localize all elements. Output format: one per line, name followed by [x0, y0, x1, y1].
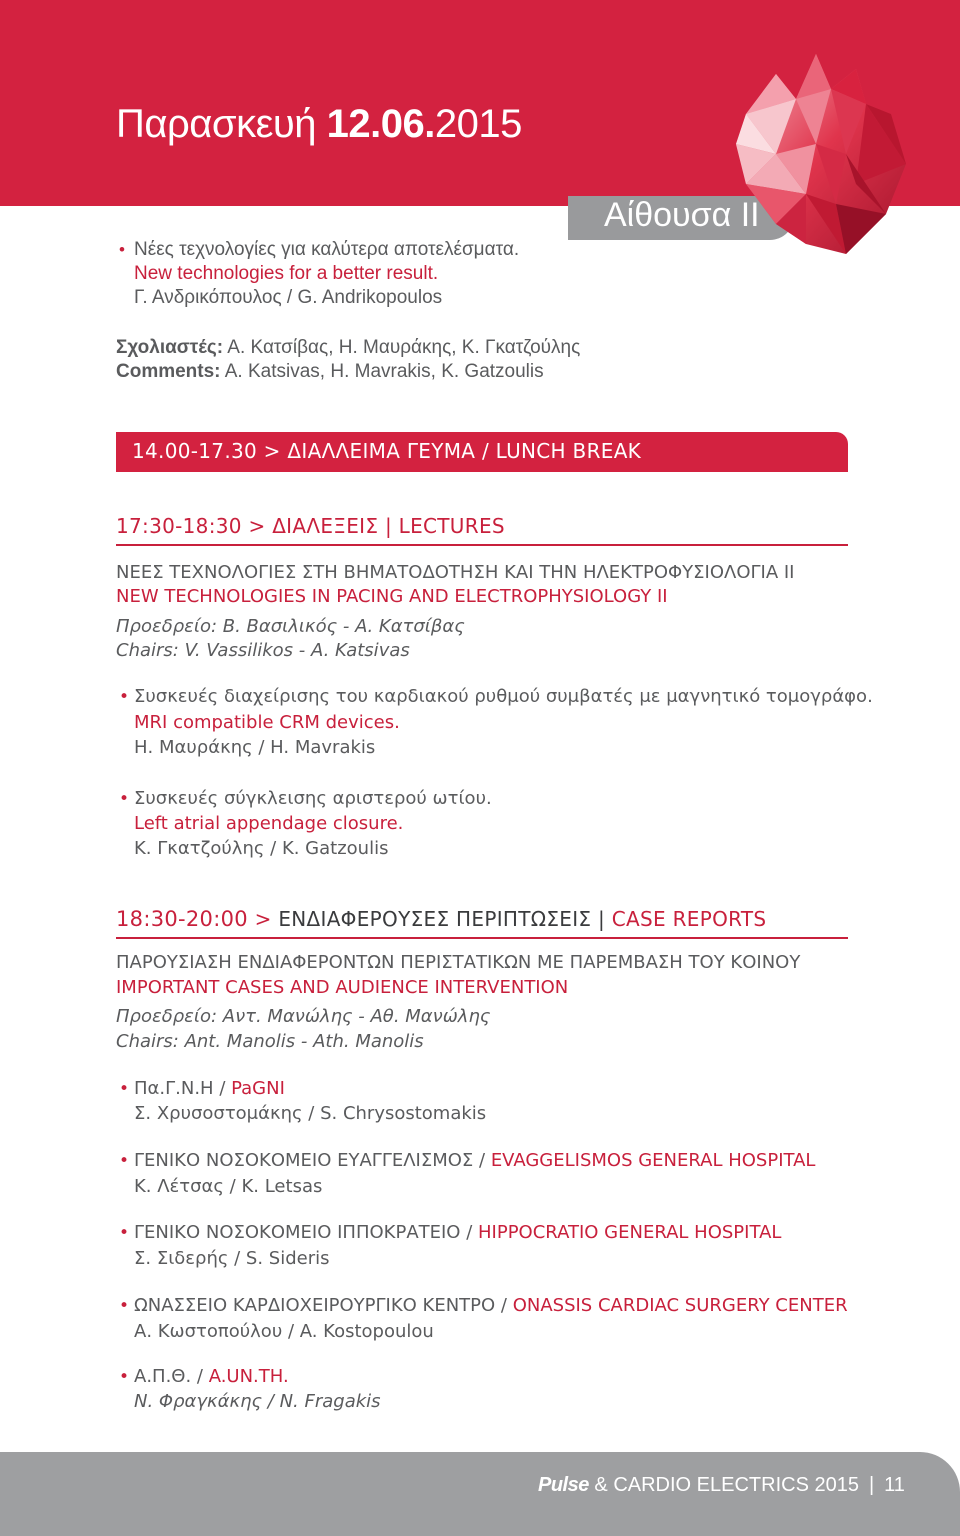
page-number: 11: [884, 1474, 905, 1496]
session-subtitle-en: IMPORTANT CASES AND AUDIENCE INTERVENTION: [116, 977, 569, 998]
session-subtitle-en: NEW TECHNOLOGIES IN PACING AND ELECTROPHYSIOLOGY II: [116, 586, 668, 607]
case-gr: Πα.Γ.Ν.Η: [134, 1078, 214, 1099]
comments-gr-label: Σχολιαστές:: [116, 337, 224, 358]
case-speaker: Κ. Λέτσας / K. Letsas: [134, 1176, 323, 1197]
session-title-gr: ΕΝΔΙΑΦΕΡΟΥΣΕΣ ΠΕΡΙΠΤΩΣΕΙΣ: [278, 907, 592, 931]
intro-talk-gr: • Νέες τεχνολογίες για καλύτερα αποτελέσματα.: [134, 239, 519, 261]
case-en: EVAGGELISMOS GENERAL HOSPITAL: [490, 1150, 816, 1171]
session-subtitle-gr: ΝΕΕΣ ΤΕΧΝΟΛΟΓΙΕΣ ΣΤΗ ΒΗΜΑΤΟΔΟΤΗΣΗ ΚΑΙ ΤΗΝ ΗΛΕΚΤΡΟΦΥΣΙΟΛΟΓΙΑ ΙΙ: [116, 562, 795, 583]
talk-gr: • Συσκευές διαχείρισης του καρδιακού ρυθμού συμβατές με μαγνητικό τομογράφο.: [134, 686, 873, 708]
case-sep: /: [213, 1078, 232, 1099]
comments-gr-names: Α. Κατσίβας, Η. Μαυράκης, Κ. Γκατζούλης: [227, 337, 581, 358]
case-gr: ΩΝΑΣΣΕΙΟ ΚΑΡΔΙΟΧΕΙΡΟΥΡΓΙΚΟ ΚΕΝΤΡΟ: [134, 1295, 496, 1316]
case-gr: ΓΕΝΙΚΟ ΝΟΣΟΚΟΜΕΙΟ ΙΠΠΟΚΡΑΤΕΙΟ: [134, 1222, 461, 1243]
case-speaker: Ν. Φραγκάκης / N. Fragakis: [134, 1391, 381, 1412]
case-item: [134, 1366, 289, 1388]
case-sep: /: [495, 1295, 513, 1316]
chairs-gr: Προεδρείο: Αντ. Μανώλης - Αθ. Μανώλης: [116, 1006, 491, 1027]
chairs-en: Chairs: V. Vassilikos - A. Katsivas: [116, 640, 410, 661]
session-lectures-heading: [116, 514, 505, 538]
case-en: PaGNI: [231, 1078, 285, 1099]
case-item: [134, 1078, 285, 1100]
case-gr: ΓΕΝΙΚΟ ΝΟΣΟΚΟΜΕΙΟ ΕΥΑΓΓΕΛΙΣΜΟΣ: [134, 1150, 474, 1171]
lunch-underline: [116, 470, 848, 472]
day-label: Παρασκευή: [116, 102, 317, 146]
talk-speaker: Η. Μαυράκης / H. Mavrakis: [134, 737, 376, 758]
session-divider: [116, 937, 848, 939]
talk-speaker: Κ. Γκατζούλης / K. Gatzoulis: [134, 838, 389, 859]
talk-en: Left atrial appendage closure.: [134, 813, 404, 834]
session-subtitle-gr: ΠΑΡΟΥΣΙΑΣΗ ΕΝΔΙΑΦΕΡΟΝΤΩΝ ΠΕΡΙΣΤΑΤΙΚΩΝ ΜΕ ΠΑΡΕΜΒΑΣΗ ΤΟΥ ΚΟΙΝΟΥ: [116, 952, 801, 973]
session-cases-heading: [116, 907, 766, 931]
case-speaker: Α. Κωστοπούλου / A. Kostopoulou: [134, 1321, 434, 1342]
intro-speaker: Γ. Ανδρικόπουλος / G. Andrikopoulos: [134, 287, 443, 308]
chairs-en: Chairs: Ant. Manolis - Ath. Manolis: [116, 1031, 424, 1052]
talk-gr: • Συσκευές σύγκλεισης αριστερού ωτίου.: [134, 788, 492, 810]
session-arrow: >: [254, 907, 272, 931]
lunch-break-label: 14.00-17.30 > ΔΙΑΛΛΕΙΜΑ ΓΕΥΜΑ / LUNCH BREAK: [132, 439, 642, 463]
talk-en: MRI compatible CRM devices.: [134, 712, 400, 733]
room-label: Αίθουσα ΙΙ: [604, 196, 760, 234]
heart-icon: [706, 44, 916, 274]
case-speaker: Σ. Σιδερής / S. Sideris: [134, 1248, 330, 1269]
comments-en-names: A. Katsivas, H. Mavrakis, K. Gatzoulis: [224, 361, 544, 382]
session-title-en: CASE REPORTS: [611, 907, 767, 931]
page-title: [116, 102, 522, 147]
footer: [538, 1472, 905, 1498]
case-en: A.UN.TH.: [208, 1366, 289, 1387]
case-item: [134, 1295, 848, 1317]
footer-event: & CARDIO ELECTRICS 2015: [594, 1474, 859, 1496]
session-arrow: >: [248, 514, 266, 538]
session-divider: [116, 544, 848, 546]
case-sep: /: [460, 1222, 478, 1243]
footer-separator: |: [868, 1474, 875, 1496]
comments-gr: [116, 337, 580, 359]
comments-en: [116, 361, 544, 383]
case-gr: Α.Π.Θ.: [134, 1366, 192, 1387]
session-title-sep: |: [598, 907, 606, 931]
case-item: [134, 1150, 815, 1172]
date-label: 12.06.: [326, 102, 435, 146]
comments-en-label: Comments:: [116, 361, 221, 382]
session-time: 17:30-18:30: [116, 514, 242, 538]
case-sep: /: [473, 1150, 491, 1171]
footer-brand-logo: Pulse: [538, 1474, 589, 1496]
case-speaker: Σ. Χρυσοστομάκης / S. Chrysostomakis: [134, 1103, 487, 1124]
session-time: 18:30-20:00: [116, 907, 248, 931]
intro-talk-en: New technologies for a better result.: [134, 263, 439, 284]
session-title: ΔΙΑΛΕΞΕΙΣ | LECTURES: [272, 514, 505, 538]
case-en: ONASSIS CARDIAC SURGERY CENTER: [512, 1295, 848, 1316]
case-en: HIPPOCRATIO GENERAL HOSPITAL: [478, 1222, 782, 1243]
case-sep: /: [191, 1366, 209, 1387]
chairs-gr: Προεδρείο: Β. Βασιλικός - Α. Κατσίβας: [116, 616, 465, 637]
case-item: [134, 1222, 781, 1244]
year-label: 2015: [434, 102, 522, 146]
